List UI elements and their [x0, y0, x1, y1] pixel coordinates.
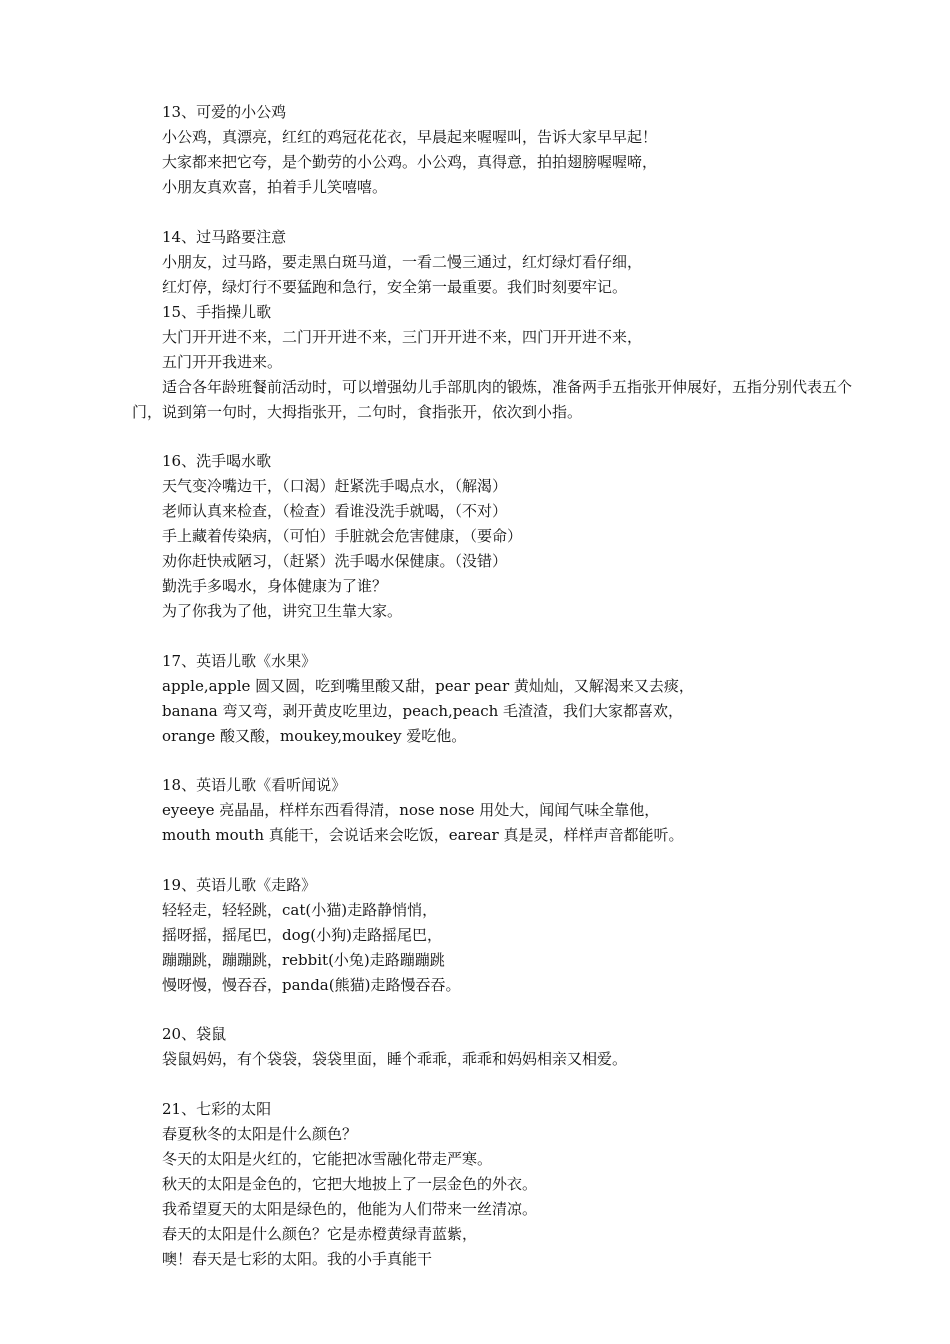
section-21-line-3: 秋天的太阳是金色的，它把大地披上了一层金色的外衣。 [162, 1175, 538, 1193]
section-title-15: 15、手指操儿歌 [162, 303, 272, 321]
section-title-14: 14、过马路要注意 [162, 228, 287, 246]
section-14-line-2: 红灯停，绿灯行不要猛跑和急行，安全第一最重要。我们时刻要牢记。 [162, 278, 628, 296]
section-13-line-1: 小公鸡，真漂亮，红红的鸡冠花花衣，早晨起来喔喔叫，告诉大家早早起！ [162, 128, 658, 146]
section-21-line-4: 我希望夏天的太阳是绿色的，他能为人们带来一丝清凉。 [162, 1200, 538, 1218]
section-16-line-5: 勤洗手多喝水，身体健康为了谁？ [162, 577, 388, 595]
section-14-line-1: 小朋友，过马路，要走黑白斑马道，一看二慢三通过，红灯绿灯看仔细， [162, 253, 643, 271]
section-21-line-6: 噢！春天是七彩的太阳。我的小手真能干 [162, 1250, 433, 1268]
section-16-line-3: 手上藏着传染病，（可怕）手脏就会危害健康，（要命） [162, 527, 523, 545]
section-16-line-2: 老师认真来检查，（检查）看谁没洗手就喝，（不对） [162, 502, 508, 520]
section-15-note [132, 375, 852, 425]
section-17-line-1: apple,apple 圆又圆，吃到嘴里酸又甜，pear pear 黄灿灿，又解渴来又去痰， [162, 677, 694, 695]
section-15-line-1: 大门开开进不来，二门开开进不来，三门开开进不来，四门开开进不来， [162, 328, 643, 346]
section-21-line-5: 春天的太阳是什么颜色？它是赤橙黄绿青蓝紫， [162, 1225, 478, 1243]
section-19-line-2: 摇呀摇，摇尾巴，dog(小狗)走路摇尾巴， [162, 926, 442, 944]
section-19-line-3: 蹦蹦跳，蹦蹦跳，rebbit(小兔)走路蹦蹦跳 [162, 951, 445, 969]
section-title-18: 18、英语儿歌《看听闻说》 [162, 776, 347, 794]
section-21-line-2: 冬天的太阳是火红的，它能把冰雪融化带走严寒。 [162, 1150, 493, 1168]
section-21-line-1: 春夏秋冬的太阳是什么颜色？ [162, 1125, 358, 1143]
section-18-line-2: mouth mouth 真能干，会说话来会吃饭，earear 真是灵，样样声音都能听。 [162, 826, 684, 844]
section-16-line-4: 劝你赶快戒陋习，（赶紧）洗手喝水保健康。（没错） [162, 552, 508, 570]
section-15-note-text: 适合各年龄班餐前活动时，可以增强幼儿手部肌肉的锻炼，准备两手五指张开伸展好，五指分别代表五个门，说到第一句时，大拇指张开，二句时，食指张开，依次到小指。 [132, 378, 853, 421]
section-title-20: 20、袋鼠 [162, 1025, 227, 1043]
section-20-line-1: 袋鼠妈妈，有个袋袋，袋袋里面，睡个乖乖，乖乖和妈妈相亲又相爱。 [162, 1050, 628, 1068]
section-17-line-2: banana 弯又弯，剥开黄皮吃里边，peach,peach 毛渣渣，我们大家都喜欢， [162, 702, 684, 720]
section-13-line-3: 小朋友真欢喜，拍着手儿笑嘻嘻。 [162, 178, 388, 196]
section-16-line-6: 为了你我为了他，讲究卫生靠大家。 [162, 602, 403, 620]
section-title-16: 16、洗手喝水歌 [162, 452, 272, 470]
section-title-13: 13、可爱的小公鸡 [162, 103, 287, 121]
section-18-line-1: eyeeye 亮晶晶，样样东西看得清，nose nose 用处大，闻闻气味全靠他， [162, 801, 660, 819]
section-title-19: 19、英语儿歌《走路》 [162, 876, 317, 894]
section-17-line-3: orange 酸又酸，moukey,moukey 爱吃他。 [162, 727, 467, 745]
section-title-17: 17、英语儿歌《水果》 [162, 652, 317, 670]
section-19-line-1: 轻轻走，轻轻跳，cat(小猫)走路静悄悄， [162, 901, 438, 919]
section-16-line-1: 天气变冷嘴边干，（口渴）赶紧洗手喝点水，（解渴） [162, 477, 508, 495]
section-19-line-4: 慢呀慢，慢吞吞，panda(熊猫)走路慢吞吞。 [162, 976, 461, 994]
section-15-line-2: 五门开开我进来。 [162, 353, 283, 371]
section-13-line-2: 大家都来把它夸，是个勤劳的小公鸡。小公鸡，真得意，拍拍翅膀喔喔啼， [162, 153, 658, 171]
section-title-21: 21、七彩的太阳 [162, 1100, 272, 1118]
